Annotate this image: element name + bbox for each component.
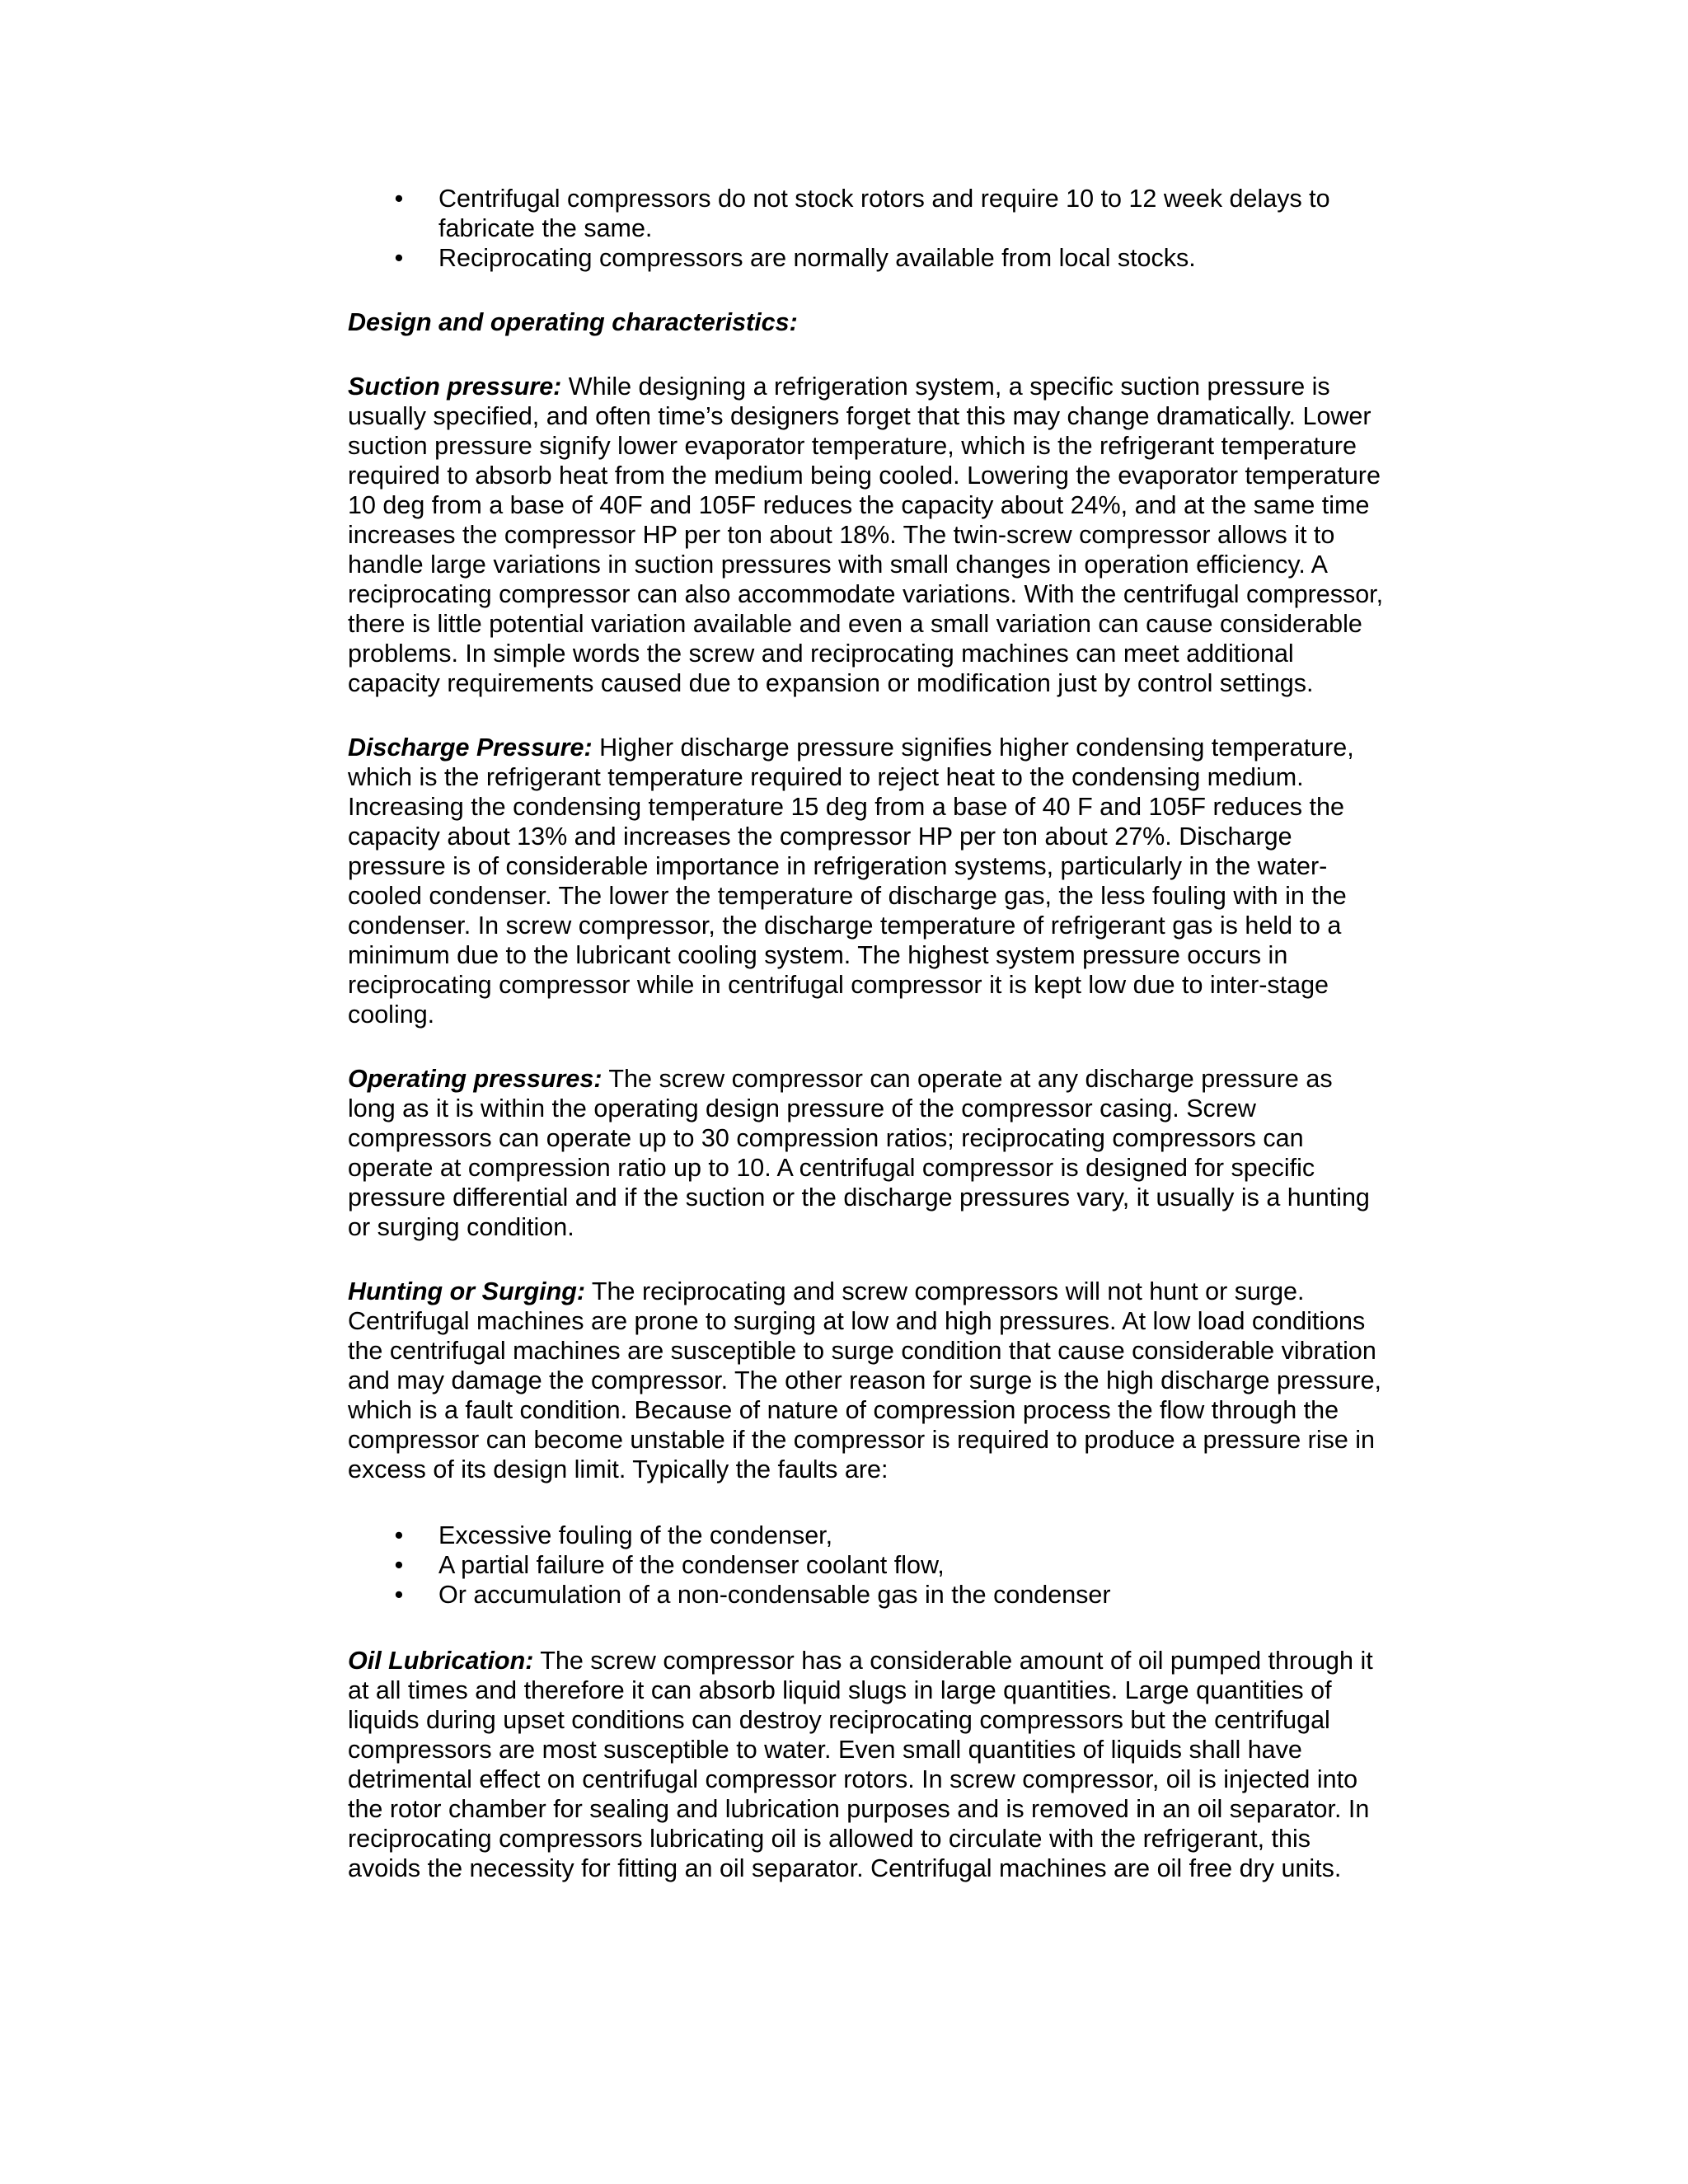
paragraph-lead: Operating pressures: <box>348 1065 603 1093</box>
paragraph-lead: Suction pressure: <box>348 373 562 401</box>
paragraph-text: While designing a refrigeration system, a specific suction pressure is usually specified, and often time’s designers forget that this may change dramatically. Lower suction pressure signify lower evaporator temperature, which is the refrigerant temperature required to absorb heat from the medium being cooled. Lowering the evaporator temperature 10 deg from a base of 40F and 105F reduces the capacity about 24%, and at the same time increases the compressor HP per ton about 18%. The twin-screw compressor allows it to handle large variations in suction pressures with small changes in operation efficiency. A reciprocating compressor can also accommodate variations. With the centrifugal compressor, there is little potential variation available and even a small variation can cause considerable problems. In simple words the screw and reciprocating machines can meet additional capacity requirements caused due to expansion or modification just by control settings. <box>348 373 1384 697</box>
paragraph-text: The screw compressor can operate at any discharge pressure as long as it is within the operating design pressure of the compressor casing. Screw compressors can operate up to 30 compression ratios; reciprocating compressors can operate at compression ratio up to 10. A centrifugal compressor is designed for specific pressure differential and if the suction or the discharge pressures vary, it usually is a hunting or surging condition. <box>348 1065 1370 1241</box>
fault-bullet-list <box>348 1521 1386 1610</box>
paragraph-suction-pressure <box>348 372 1386 698</box>
list-item <box>348 1580 1386 1610</box>
list-item-text: Or accumulation of a non-condensable gas in the condenser <box>438 1581 1111 1609</box>
bullet-icon: • <box>394 1521 404 1549</box>
paragraph-text: Higher discharge pressure signifies higher condensing temperature, which is the refrigerant temperature required to reject heat to the condensing medium. Increasing the condensing temperature 15 deg from a base of 40 F and 105F reduces the capacity about 13% and increases the compressor HP per ton about 27%. Discharge pressure is of considerable importance in refrigeration systems, particularly in the water-cooled condenser. The lower the temperature of discharge gas, the less fouling with in the condenser. In screw compressor, the discharge temperature of refrigerant gas is held to a minimum due to the lubricant cooling system. The highest system pressure occurs in reciprocating compressor while in centrifugal compressor it is kept low due to inter-stage cooling. <box>348 733 1354 1029</box>
top-bullet-list <box>348 184 1386 273</box>
bullet-icon: • <box>394 244 404 272</box>
bullet-icon: • <box>394 1581 404 1609</box>
paragraph-hunting-surging <box>348 1277 1386 1484</box>
list-item-text: Excessive fouling of the condenser, <box>438 1521 833 1549</box>
list-item-text: Reciprocating compressors are normally available from local stocks. <box>438 244 1196 272</box>
paragraph-text: The screw compressor has a considerable amount of oil pumped through it at all times and therefore it can absorb liquid slugs in large quantities. Large quantities of liquids during upset conditions can destroy reciprocating compressors but the centrifugal compressors are most susceptible to water. Even small quantities of liquids shall have detrimental effect on centrifugal compressor rotors. In screw compressor, oil is injected into the rotor chamber for sealing and lubrication purposes and is removed in an oil separator. In reciprocating compressors lubricating oil is allowed to circulate with the refrigerant, this avoids the necessity for fitting an oil separator. Centrifugal machines are oil free dry units. <box>348 1647 1373 1882</box>
list-item <box>348 1550 1386 1580</box>
bullet-icon: • <box>394 185 404 213</box>
list-item <box>348 243 1386 273</box>
bullet-icon: • <box>394 1551 404 1579</box>
paragraph-discharge-pressure <box>348 733 1386 1029</box>
list-item <box>348 1521 1386 1550</box>
paragraph-lead: Discharge Pressure: <box>348 733 593 762</box>
section-heading: Design and operating characteristics: <box>348 308 798 336</box>
list-item-text: Centrifugal compressors do not stock rotors and require 10 to 12 week delays to fabricate the same. <box>438 185 1330 242</box>
list-item <box>348 184 1386 243</box>
paragraph-oil-lubrication <box>348 1646 1386 1883</box>
document-page <box>348 184 1386 1918</box>
paragraph-operating-pressures <box>348 1064 1386 1242</box>
paragraph-text: The reciprocating and screw compressors will not hunt or surge. Centrifugal machines are prone to surging at low and high pressures. At low load conditions the centrifugal machines are susceptible to surge condition that cause considerable vibration and may damage the compressor. The other reason for surge is the high discharge pressure, which is a fault condition. Because of nature of compression process the flow through the compressor can become unstable if the compressor is required to produce a pressure rise in excess of its design limit. Typically the faults are: <box>348 1277 1382 1483</box>
paragraph-lead: Hunting or Surging: <box>348 1277 585 1305</box>
list-item-text: A partial failure of the condenser coolant flow, <box>438 1551 945 1579</box>
paragraph-lead: Oil Lubrication: <box>348 1647 534 1675</box>
